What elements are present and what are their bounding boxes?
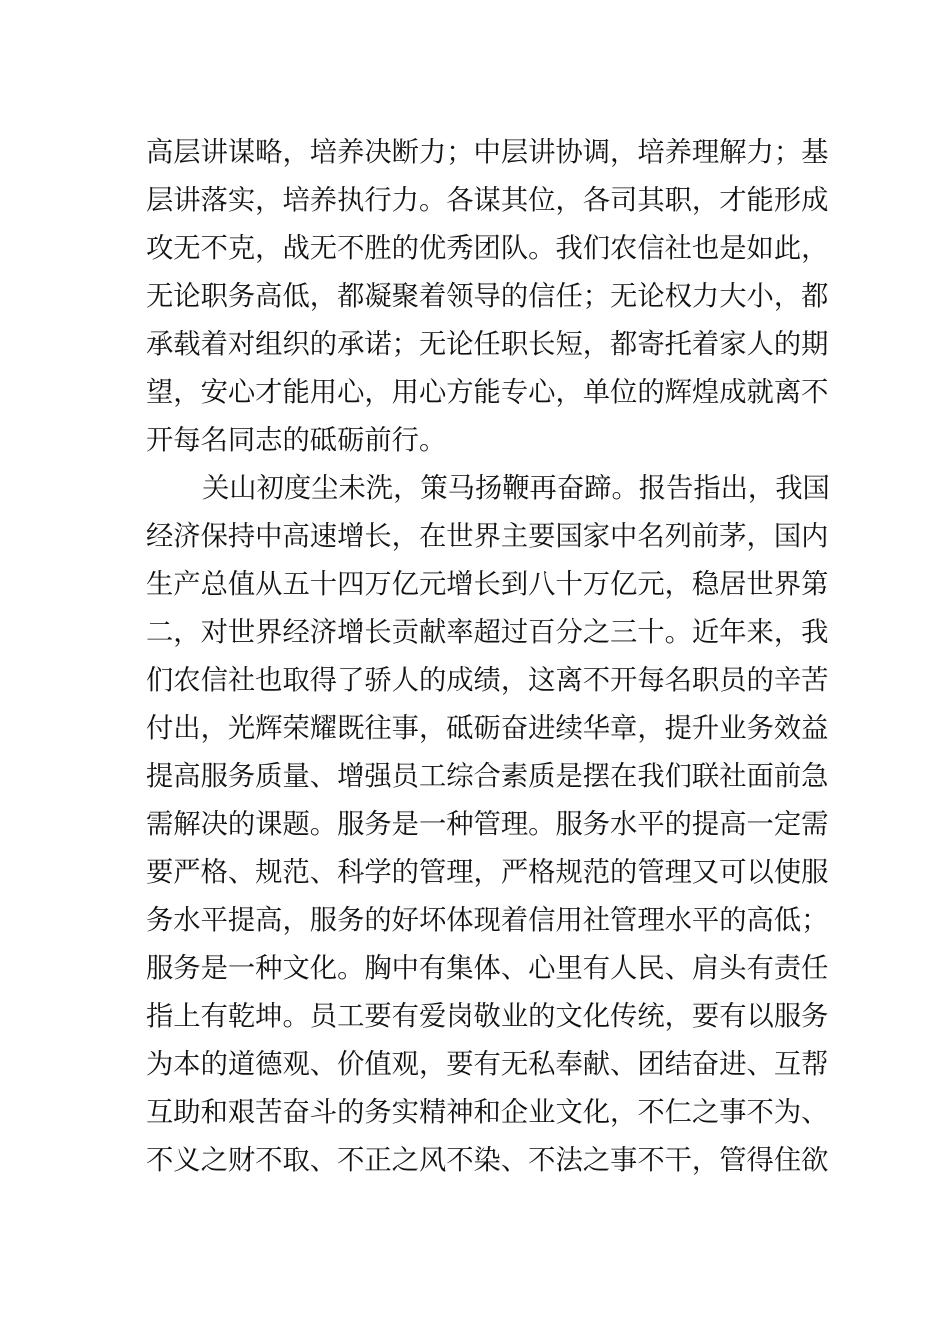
text-line: 无论职务高低，都凝聚着领导的信任；无论权力大小，都 — [146, 281, 829, 312]
text-line: 经济保持中高速增长，在世界主要国家中名列前茅，国内 — [146, 521, 829, 552]
text-line: 付出，光辉荣耀既往事，砥砺奋进续华章，提升业务效益 — [146, 713, 829, 744]
text-line: 开每名同志的砥砺前行。 — [146, 425, 447, 456]
text-line: 务水平提高，服务的好坏体现着信用社管理水平的高低； — [146, 905, 829, 936]
text-line: 们农信社也取得了骄人的成绩，这离不开每名职员的辛苦 — [146, 665, 829, 696]
text-line: 为本的道德观、价值观，要有无私奉献、团结奋进、互帮 — [146, 1049, 829, 1080]
text-line: 二，对世界经济增长贡献率超过百分之三十。近年来，我 — [146, 617, 829, 648]
text-line: 指上有乾坤。员工要有爱岗敬业的文化传统，要有以服务 — [146, 1001, 829, 1032]
text-line: 关山初度尘未洗，策马扬鞭再奋蹄。报告指出，我国 — [202, 473, 830, 504]
text-line: 高层讲谋略，培养决断力；中层讲协调，培养理解力；基 — [146, 137, 829, 168]
text-line: 不义之财不取、不正之风不染、不法之事不干，管得住欲 — [146, 1145, 829, 1176]
text-line: 攻无不克，战无不胜的优秀团队。我们农信社也是如此， — [146, 233, 829, 264]
text-line: 生产总值从五十四万亿元增长到八十万亿元，稳居世界第 — [146, 569, 829, 600]
text-line: 层讲落实，培养执行力。各谋其位，各司其职，才能形成 — [146, 185, 829, 216]
text-line: 要严格、规范、科学的管理，严格规范的管理又可以使服 — [146, 857, 829, 888]
text-line: 互助和艰苦奋斗的务实精神和企业文化，不仁之事不为、 — [146, 1097, 829, 1128]
text-line: 望，安心才能用心，用心方能专心，单位的辉煌成就离不 — [146, 377, 829, 408]
text-line: 服务是一种文化。胸中有集体、心里有人民、肩头有责任 — [146, 953, 829, 984]
text-line: 提高服务质量、增强员工综合素质是摆在我们联社面前急 — [146, 761, 829, 792]
text-line: 承载着对组织的承诺；无论任职长短，都寄托着家人的期 — [146, 329, 829, 360]
text-line: 需解决的课题。服务是一种管理。服务水平的提高一定需 — [146, 809, 829, 840]
